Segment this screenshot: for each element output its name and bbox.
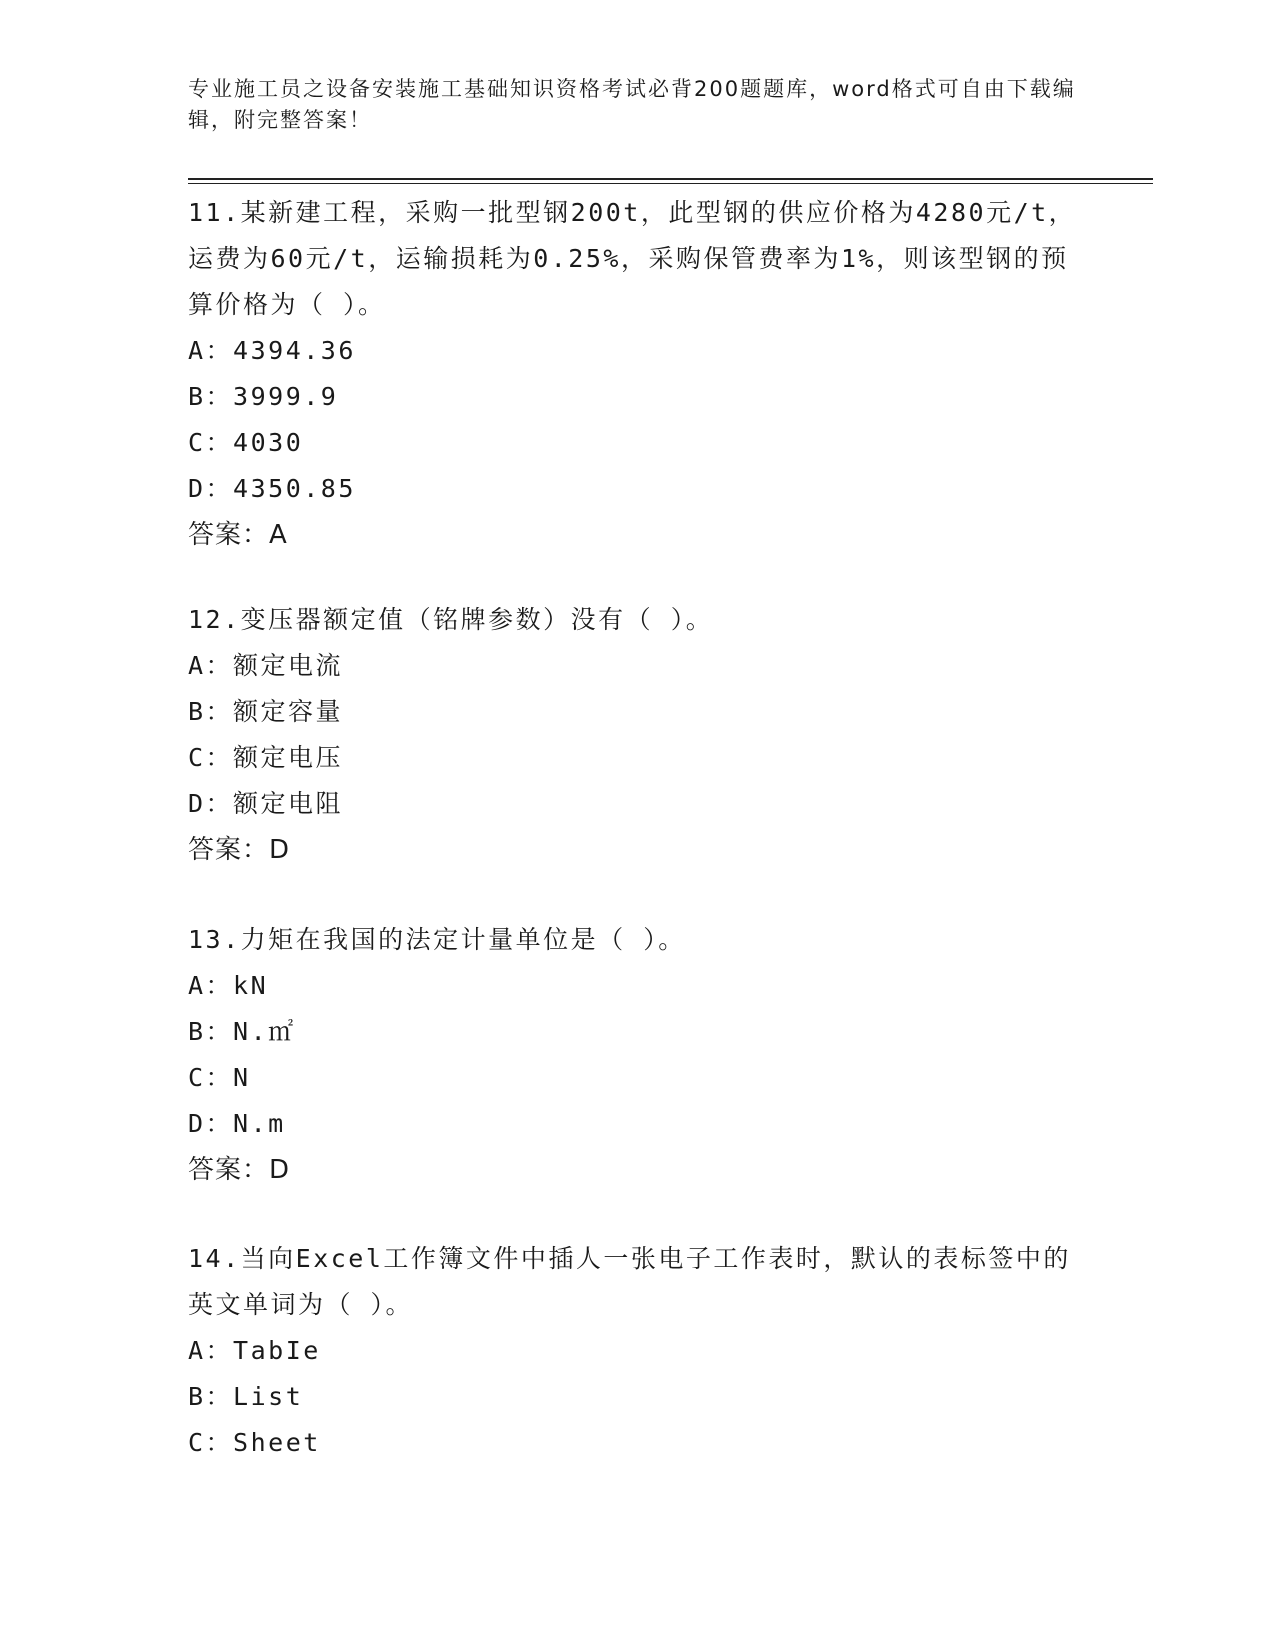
question-stem: 14.当向Excel工作簿文件中插人一张电子工作表时，默认的表标签中的英文单词为（ ）。	[188, 1244, 1071, 1319]
header-rule-thin	[188, 183, 1153, 184]
option-a: A：4394.36	[188, 336, 356, 365]
option-c: C：Sheet	[188, 1428, 321, 1457]
option-b: B：List	[188, 1382, 304, 1411]
question-stem: 12.变压器额定值（铭牌参数）没有（ ）。	[188, 605, 714, 634]
option-c: C：N	[188, 1063, 251, 1092]
question-11	[188, 190, 1093, 558]
answer-line: 答案：D	[188, 835, 291, 865]
option-b: B：N.㎡	[188, 1017, 296, 1046]
option-c: C：4030	[188, 428, 304, 457]
answer-line: 答案：A	[188, 520, 288, 550]
question-stem: 13.力矩在我国的法定计量单位是（ ）。	[188, 925, 686, 954]
option-b: B：3999.9	[188, 382, 339, 411]
question-13	[188, 917, 1093, 1193]
option-d: D：N.m	[188, 1109, 286, 1138]
document-header: 专业施工员之设备安装施工基础知识资格考试必背200题题库，word格式可自由下载编辑，附完整答案！	[188, 77, 1076, 132]
option-c: C：额定电压	[188, 743, 344, 772]
option-a: A：kN	[188, 971, 269, 1000]
option-d: D：额定电阻	[188, 789, 344, 818]
question-14	[188, 1236, 1093, 1466]
answer-line: 答案：D	[188, 1155, 291, 1185]
question-stem: 11.某新建工程，采购一批型钢200t，此型钢的供应价格为4280元/t，运费为60元/t，运输损耗为0.25%，采购保管费率为1%，则该型钢的预算价格为（ ）。	[188, 198, 1077, 319]
header-rule-thick	[188, 178, 1153, 180]
option-b: B：额定容量	[188, 697, 344, 726]
option-a: A：TabIe	[188, 1336, 321, 1365]
question-12	[188, 597, 1093, 873]
option-d: D：4350.85	[188, 474, 356, 503]
option-a: A：额定电流	[188, 651, 344, 680]
